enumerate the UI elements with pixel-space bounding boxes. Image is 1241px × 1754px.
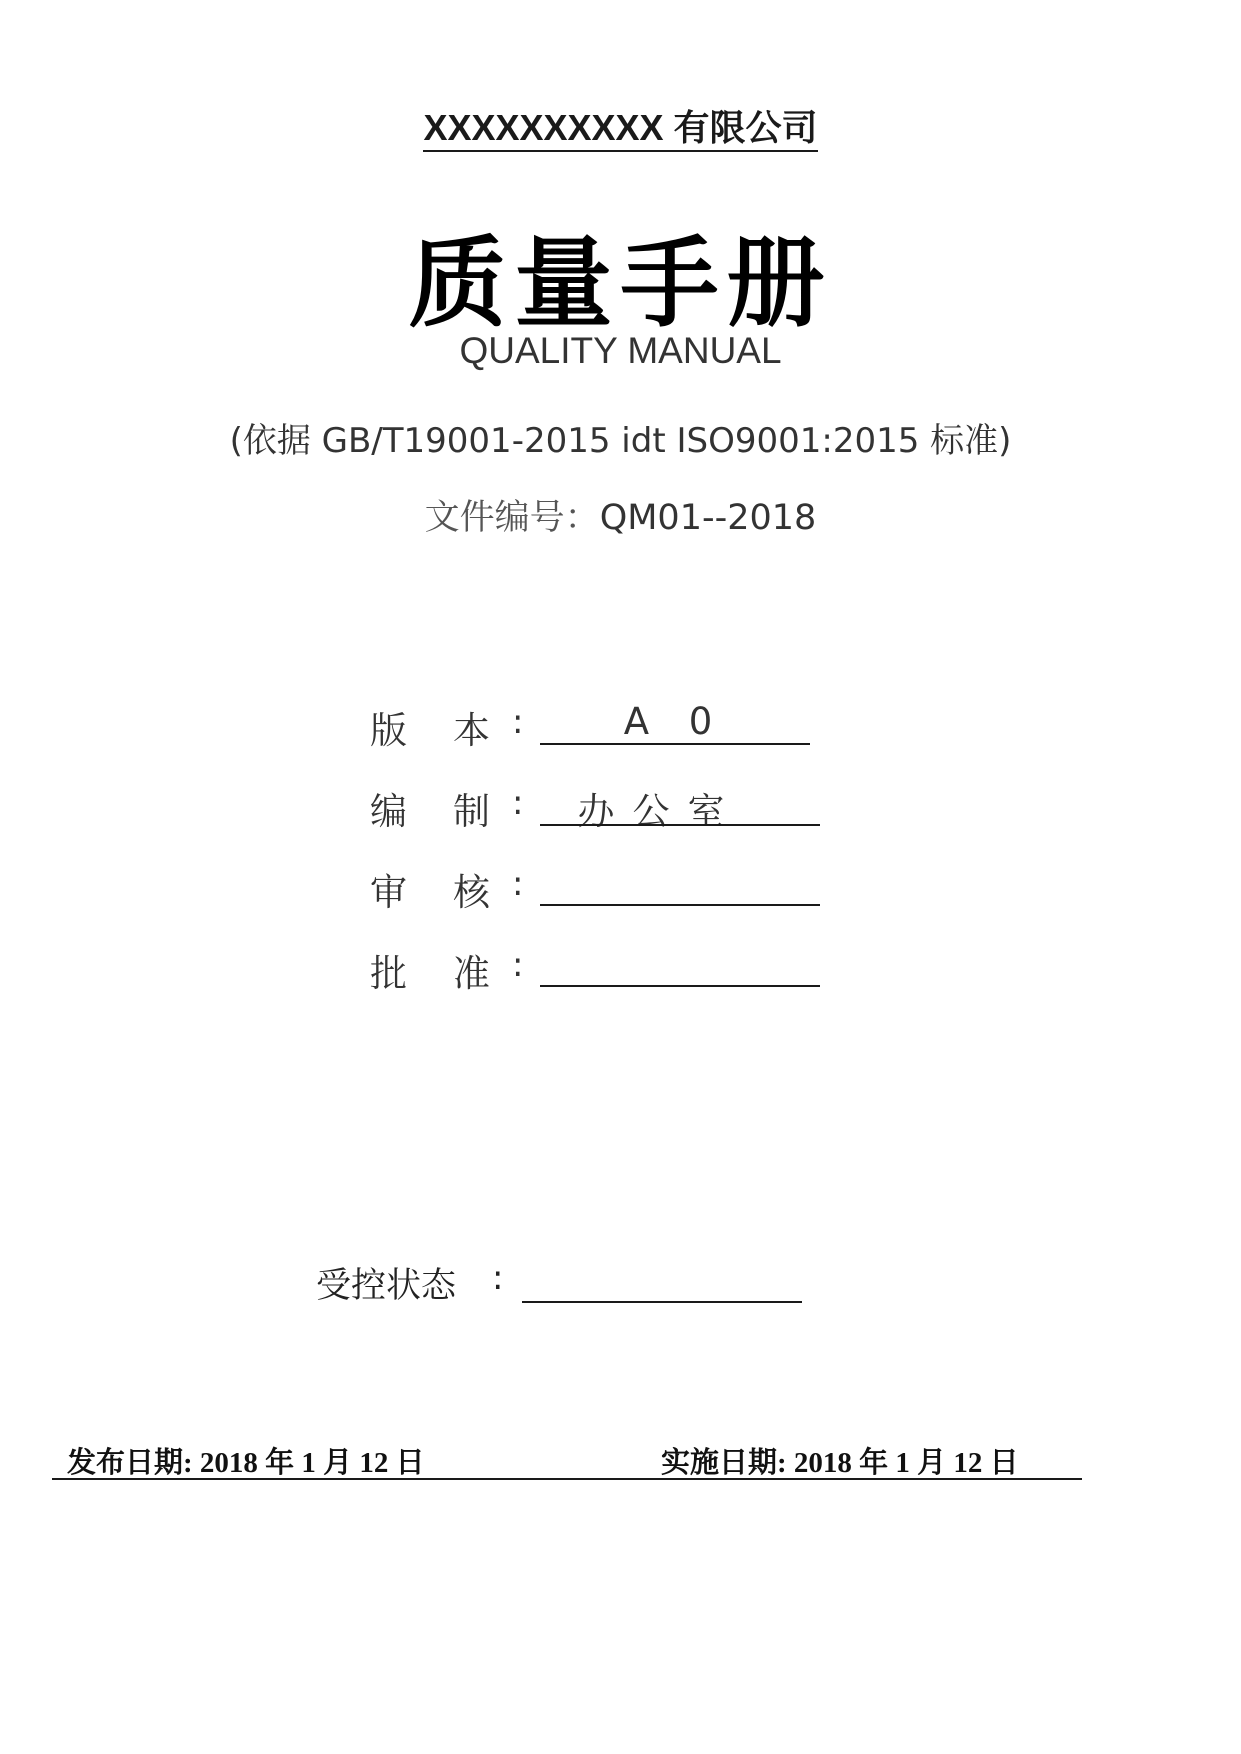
field-reviewed-underline xyxy=(540,904,820,906)
field-reviewed-label xyxy=(370,862,490,916)
field-version-char-b: 本 xyxy=(453,709,490,752)
field-version-label xyxy=(370,700,490,754)
document-number-value: QM01--2018 xyxy=(599,498,817,538)
field-reviewed-colon: : xyxy=(512,864,524,904)
field-version-underline xyxy=(540,743,810,745)
field-compiled-label xyxy=(370,781,490,835)
company-name xyxy=(0,100,1241,151)
title-chinese: 质量手册 xyxy=(408,226,833,341)
company-name-text: XXXXXXXXXX 有限公司 xyxy=(423,107,817,152)
field-reviewed-char-a: 审 xyxy=(370,871,407,914)
field-version-value: A 0 xyxy=(623,700,727,743)
control-status-label: 受控状态 xyxy=(316,1266,457,1306)
standard-basis: (依据 GB/T19001-2015 idt ISO9001:2015 标准) xyxy=(229,421,1012,461)
field-compiled-value: 办公室 xyxy=(577,790,743,833)
field-compiled-char-b: 制 xyxy=(453,790,490,833)
control-status-colon: : xyxy=(492,1258,504,1298)
document-number-label: 文件编号： xyxy=(424,498,600,538)
field-approved-label xyxy=(370,943,490,997)
field-approved-char-a: 批 xyxy=(370,952,407,995)
field-compiled-underline xyxy=(540,824,820,826)
field-compiled-colon: : xyxy=(512,783,524,823)
field-reviewed-char-b: 核 xyxy=(453,871,490,914)
document-number xyxy=(0,490,1241,540)
field-approved-underline xyxy=(540,985,820,987)
field-version-char-a: 版 xyxy=(370,709,407,752)
field-approved-char-b: 准 xyxy=(453,952,490,995)
release-date: 发布日期: 2018 年 1 月 12 日 xyxy=(67,1447,425,1479)
title-english: QUALITY MANUAL xyxy=(459,330,782,371)
effective-date: 实施日期: 2018 年 1 月 12 日 xyxy=(661,1447,1019,1479)
dates-underline xyxy=(52,1478,1082,1480)
field-approved-colon: : xyxy=(512,945,524,985)
control-status-underline xyxy=(522,1301,802,1303)
field-version-colon: : xyxy=(512,702,524,742)
field-compiled-char-a: 编 xyxy=(370,790,407,833)
